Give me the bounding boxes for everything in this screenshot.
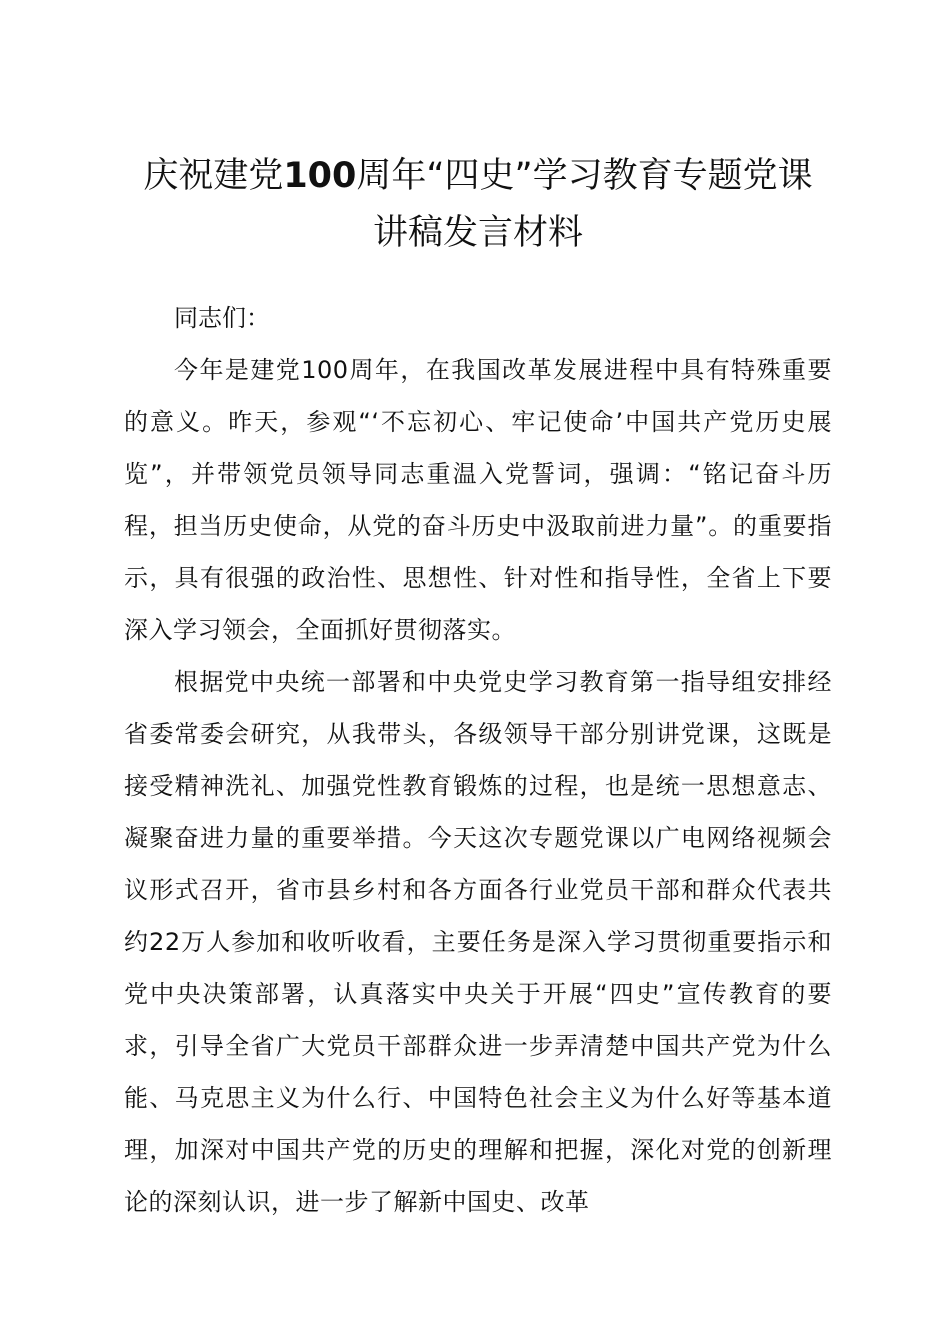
- paragraph-1: 今年是建党100周年，在我国改革发展进程中具有特殊重要的意义。昨天，参观“‘不忘初心、牢记使命’中国共产党历史展览”，并带领党员领导同志重温入党誓词，强调：“铭记奋斗历程，担当历史使命，从党的奋斗历史中汲取前进力量”。的重要指示，具有很强的政治性、思想性、针对性和指导性，全省上下要深入学习领会，全面抓好贯彻落实。: [124, 356, 832, 644]
- title-line-1-number: 100: [283, 156, 357, 196]
- title-line-1: [124, 148, 832, 205]
- title-line-1-post: 周年“四史”学习教育专题党课: [356, 156, 813, 196]
- salutation: 同志们：: [174, 304, 270, 332]
- document-title: [124, 148, 832, 262]
- title-line-1-pre: 庆祝建党: [143, 156, 284, 196]
- title-line-2: 讲稿发言材料: [372, 213, 583, 253]
- paragraph-2: 根据党中央统一部署和中央党史学习教育第一指导组安排经省委常委会研究，从我带头，各级领导干部分别讲党课，这既是接受精神洗礼、加强党性教育锻炼的过程，也是统一思想意志、凝聚奋进力量的重要举措。今天这次专题党课以广电网络视频会议形式召开，省市县乡村和各方面各行业党员干部和群众代表共约22万人参加和收听收看，主要任务是深入学习贯彻重要指示和党中央决策部署，认真落实中央关于开展“四史”宣传教育的要求，引导全省广大党员干部群众进一步弄清楚中国共产党为什么能、马克思主义为什么行、中国特色社会主义为什么好等基本道理，加深对中国共产党的历史的理解和把握，深化对党的创新理论的深刻认识，进一步了解新中国史、改革: [124, 668, 832, 1216]
